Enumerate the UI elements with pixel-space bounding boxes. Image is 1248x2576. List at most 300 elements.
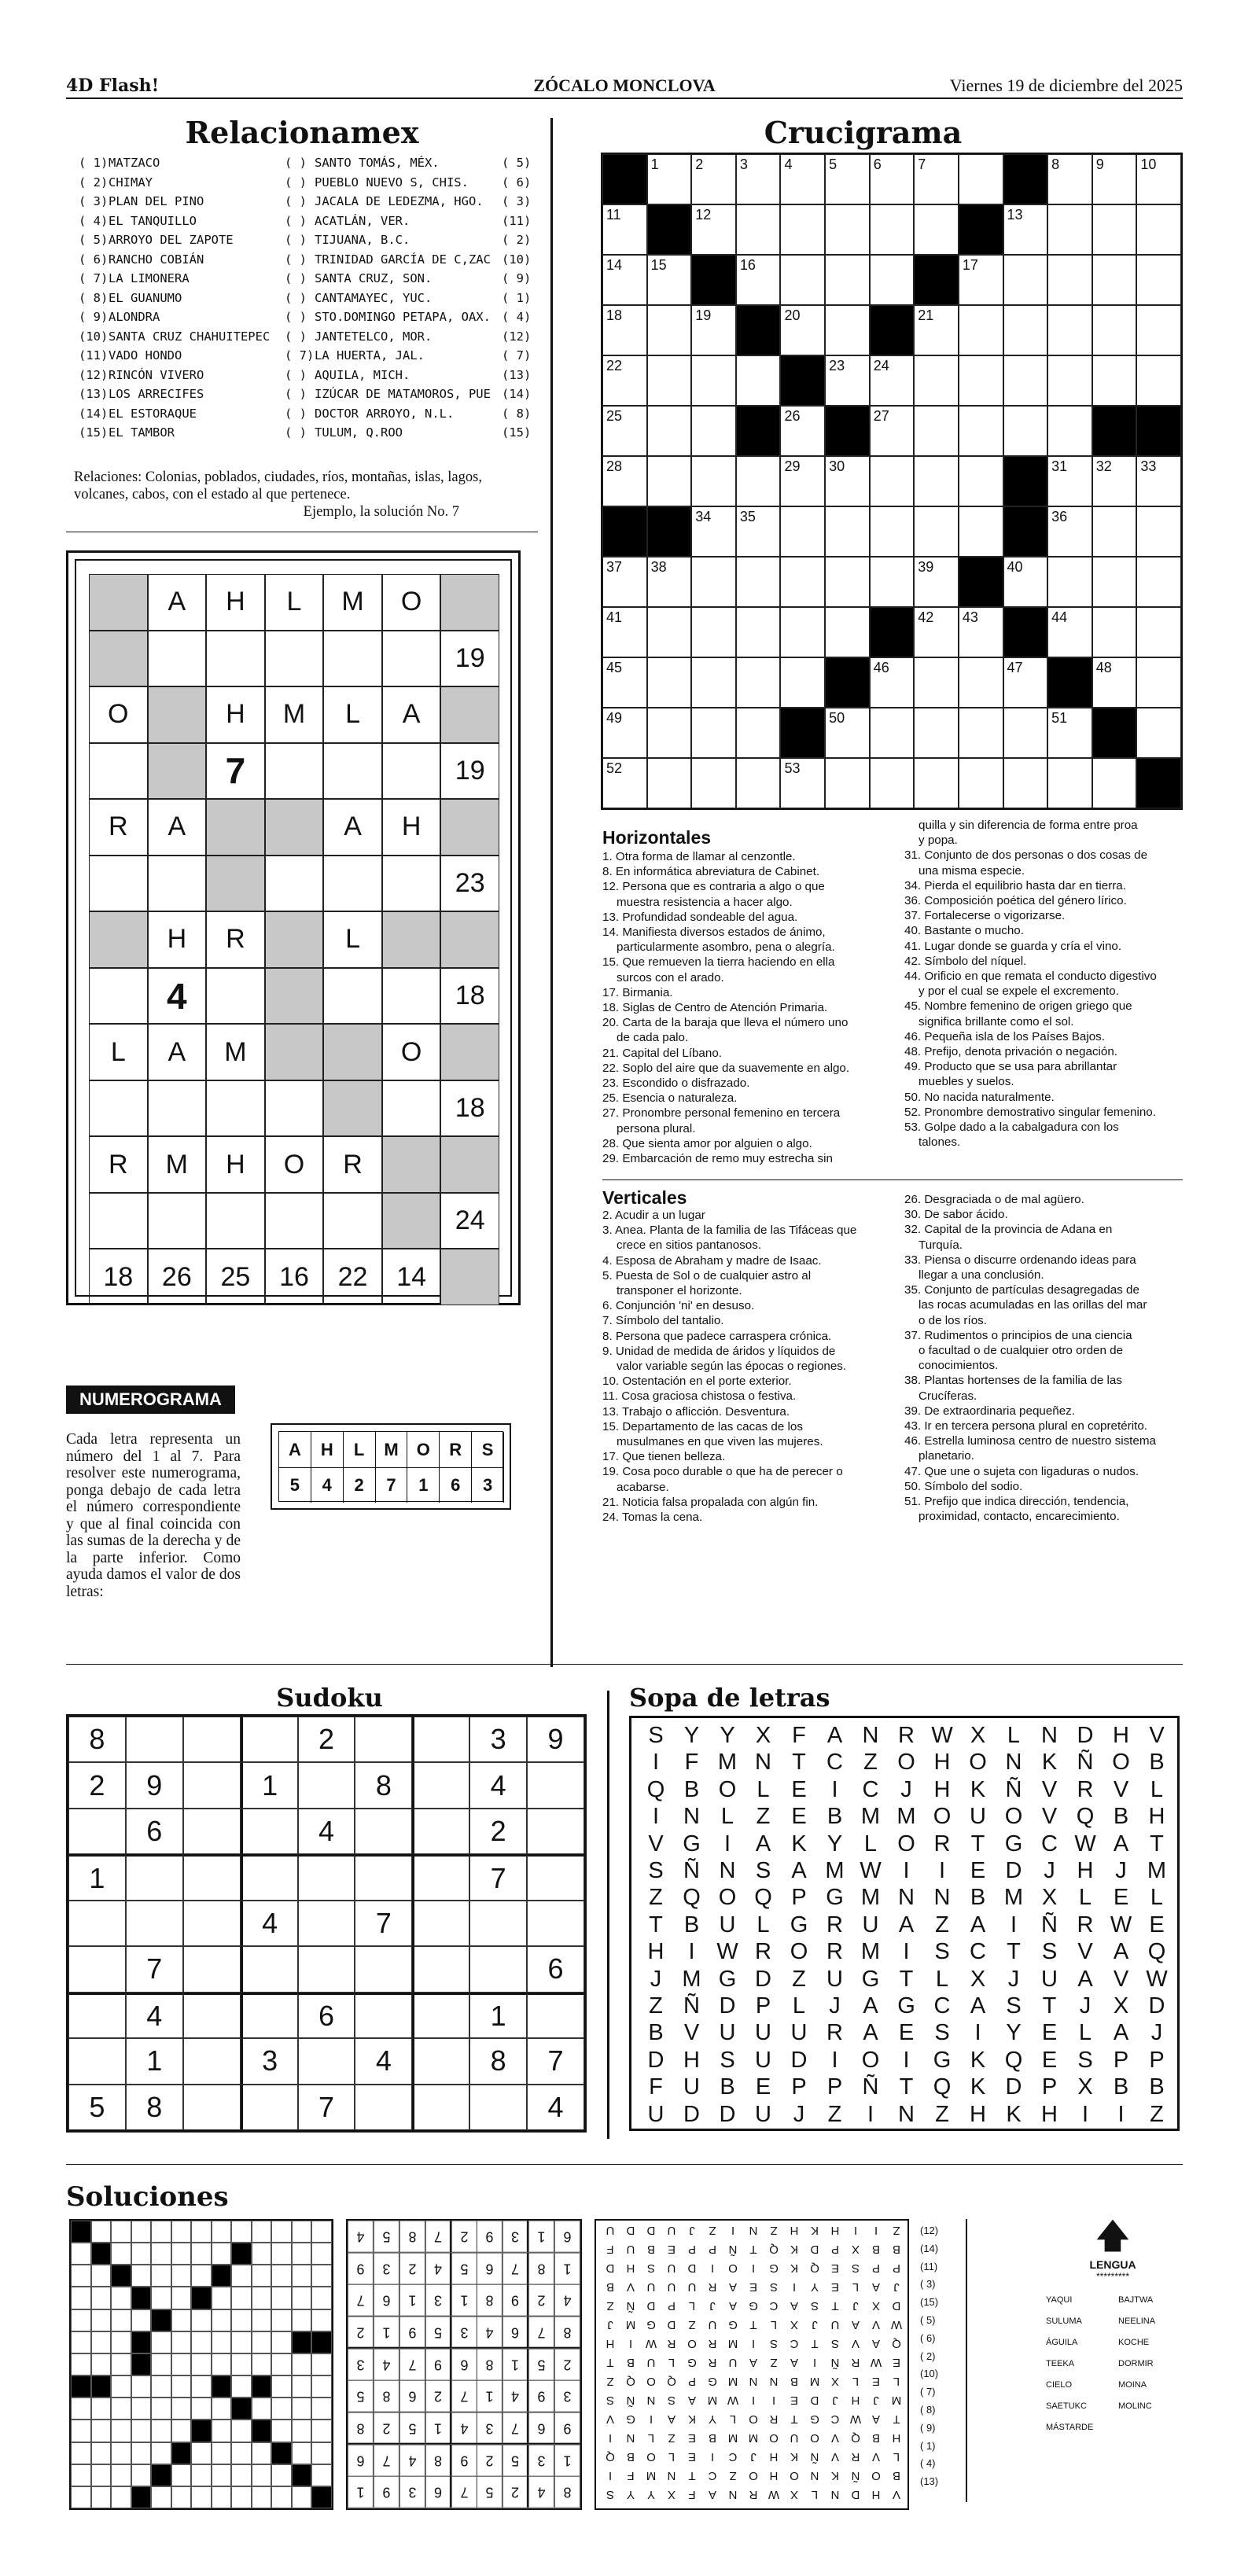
sopa-letter[interactable]: Z [935, 2101, 949, 2127]
crucigrama-cell[interactable] [736, 758, 781, 808]
crucigrama-cell[interactable] [870, 406, 915, 456]
crucigrama-cell[interactable] [691, 305, 736, 355]
sopa-letter[interactable]: K [970, 2047, 986, 2073]
sopa-letter[interactable]: E [791, 1804, 807, 1830]
numerograma-cell[interactable] [89, 968, 148, 1025]
sopa-letter[interactable]: W [931, 1723, 953, 1748]
sopa-letter[interactable]: L [792, 1993, 806, 2018]
numerograma-cell[interactable] [323, 1136, 382, 1193]
sudoku-cell[interactable] [298, 1854, 355, 1900]
relacionamex-answer[interactable]: ( ) [285, 156, 307, 170]
sopa-letter[interactable]: V [683, 2020, 700, 2046]
sudoku-cell[interactable] [355, 1854, 412, 1900]
numerograma-cell[interactable] [265, 743, 324, 800]
crucigrama-cell[interactable] [1092, 657, 1137, 708]
sopa-letter[interactable]: X [1077, 2074, 1093, 2100]
sopa-letter[interactable]: W [860, 1858, 882, 1883]
crucigrama-cell[interactable] [1092, 506, 1137, 557]
sopa-letter[interactable]: M [682, 1966, 701, 1992]
numerograma-cell[interactable] [323, 1080, 382, 1137]
crucigrama-cell[interactable] [736, 506, 781, 557]
relacionamex-answer[interactable]: ( ) [285, 406, 307, 421]
crucigrama-cell[interactable] [1136, 355, 1181, 406]
sopa-letter[interactable]: I [903, 1858, 910, 1883]
sudoku-cell[interactable] [68, 1717, 126, 1762]
sopa-letter[interactable]: M [896, 1804, 916, 1830]
sudoku-cell[interactable] [412, 2038, 469, 2084]
relacionamex-answer[interactable]: ( ) [285, 271, 307, 285]
sopa-letter[interactable]: Q [1147, 1939, 1166, 1965]
numerograma-cell[interactable] [440, 1136, 499, 1193]
crucigrama-cell[interactable] [1003, 708, 1048, 758]
numerograma-cell[interactable] [148, 799, 207, 856]
sudoku-cell[interactable] [527, 2085, 584, 2130]
crucigrama-cell[interactable] [602, 607, 647, 657]
crucigrama-cell[interactable] [602, 657, 647, 708]
numerograma-cell[interactable] [206, 686, 265, 743]
crucigrama-cell[interactable] [1136, 557, 1181, 607]
sudoku-cell[interactable] [183, 1762, 241, 1808]
sopa-letter[interactable]: D [719, 1993, 736, 2018]
sopa-letter[interactable]: S [1006, 1993, 1022, 2018]
crucigrama-cell[interactable] [736, 607, 781, 657]
sopa-letter[interactable]: E [1149, 1912, 1165, 1938]
crucigrama-cell[interactable] [1136, 607, 1181, 657]
numerograma-cell[interactable] [148, 911, 207, 968]
sudoku-cell[interactable] [355, 2085, 412, 2130]
sopa-letter[interactable]: L [1007, 1723, 1021, 1748]
sudoku-cell[interactable] [298, 1901, 355, 1946]
sopa-letter[interactable]: U [683, 2074, 700, 2100]
crucigrama-cell[interactable] [736, 154, 781, 204]
sopa-letter[interactable]: P [1041, 2074, 1058, 2100]
numerograma-cell[interactable] [265, 1249, 324, 1305]
crucigrama-cell[interactable] [1047, 708, 1092, 758]
sopa-letter[interactable]: M [1147, 1858, 1167, 1883]
crucigrama-cell[interactable] [602, 758, 647, 808]
numerograma-cell[interactable] [148, 968, 207, 1025]
sopa-letter[interactable]: V [1041, 1804, 1058, 1830]
sopa-letter[interactable]: O [1004, 1804, 1023, 1830]
sopa-letter[interactable]: O [861, 2047, 880, 2073]
sopa-letter[interactable]: N [898, 2101, 915, 2127]
crucigrama-cell[interactable] [825, 154, 870, 204]
sudoku-cell[interactable] [241, 2038, 298, 2084]
sudoku-cell[interactable] [412, 1762, 469, 1808]
numerograma-cell[interactable] [323, 1024, 382, 1080]
sopa-letter[interactable]: O [969, 1750, 987, 1776]
numerograma-cell[interactable] [382, 1249, 441, 1305]
sopa-letter[interactable]: B [826, 1804, 843, 1830]
crucigrama-cell[interactable] [870, 255, 915, 305]
sudoku-cell[interactable] [241, 1809, 298, 1854]
sopa-letter[interactable]: H [933, 1776, 951, 1802]
sopa-letter[interactable]: O [718, 1885, 737, 1911]
sopa-letter[interactable]: E [1041, 2047, 1058, 2073]
crucigrama-cell[interactable] [825, 758, 870, 808]
sopa-letter[interactable]: B [683, 1912, 700, 1938]
sopa-letter[interactable]: W [716, 1939, 738, 1965]
sopa-letter[interactable]: D [1005, 1858, 1022, 1883]
sudoku-cell[interactable] [355, 1809, 412, 1854]
sopa-letter[interactable]: S [934, 2020, 950, 2046]
sopa-letter[interactable]: T [649, 1912, 663, 1938]
crucigrama-cell[interactable] [647, 456, 692, 506]
crucigrama-cell[interactable] [1003, 657, 1048, 708]
numerograma-cell[interactable] [323, 968, 382, 1025]
numerograma-cell[interactable] [440, 743, 499, 800]
crucigrama-cell[interactable] [959, 255, 1003, 305]
crucigrama-cell[interactable] [602, 456, 647, 506]
crucigrama-cell[interactable] [959, 607, 1003, 657]
crucigrama-cell[interactable] [780, 607, 825, 657]
crucigrama-cell[interactable] [1136, 305, 1181, 355]
crucigrama-cell[interactable] [647, 355, 692, 406]
sudoku-cell[interactable] [355, 1762, 412, 1808]
sopa-letter[interactable]: H [647, 1939, 664, 1965]
sopa-letter[interactable]: T [792, 1750, 806, 1776]
sopa-letter[interactable]: Q [754, 1885, 772, 1911]
sudoku-cell[interactable] [527, 1809, 584, 1854]
sopa-letter[interactable]: B [1113, 1804, 1129, 1830]
sopa-letter[interactable]: A [1113, 2020, 1129, 2046]
sopa-letter[interactable]: H [683, 2047, 700, 2073]
crucigrama-cell[interactable] [1136, 506, 1181, 557]
sudoku-cell[interactable] [68, 1901, 126, 1946]
crucigrama-cell[interactable] [691, 355, 736, 406]
crucigrama-cell[interactable] [1047, 758, 1092, 808]
sopa-letter[interactable]: B [648, 2020, 664, 2046]
sopa-letter[interactable]: L [720, 1804, 734, 1830]
crucigrama-cell[interactable] [1003, 355, 1048, 406]
numerograma-cell[interactable] [265, 799, 324, 856]
numerograma-cell[interactable] [382, 968, 441, 1025]
sopa-letter[interactable]: Y [683, 1723, 700, 1748]
sopa-letter[interactable]: J [1079, 1993, 1092, 2018]
numerograma-cell[interactable] [323, 856, 382, 912]
sopa-letter[interactable]: T [1150, 1831, 1164, 1857]
numerograma-cell[interactable] [206, 911, 265, 968]
sopa-letter[interactable]: D [683, 2101, 700, 2127]
crucigrama-cell[interactable] [602, 204, 647, 255]
numerograma-cell[interactable] [206, 743, 265, 800]
crucigrama-cell[interactable] [1092, 557, 1137, 607]
sopa-letter[interactable]: J [650, 1966, 662, 1992]
crucigrama-cell[interactable] [959, 506, 1003, 557]
sopa-letter[interactable]: R [826, 1912, 843, 1938]
sopa-letter[interactable]: U [826, 1966, 843, 1992]
sopa-letter[interactable]: X [1113, 1993, 1129, 2018]
sopa-letter[interactable]: B [1149, 1750, 1165, 1776]
crucigrama-cell[interactable] [1047, 305, 1092, 355]
sopa-letter[interactable]: L [863, 1831, 878, 1857]
sopa-letter[interactable]: M [717, 1750, 738, 1776]
numerograma-cell[interactable] [323, 911, 382, 968]
numerograma-cell[interactable] [206, 631, 265, 687]
crucigrama-cell[interactable] [914, 657, 959, 708]
crucigrama-cell[interactable] [870, 154, 915, 204]
sudoku-cell[interactable] [241, 1901, 298, 1946]
crucigrama-cell[interactable] [780, 456, 825, 506]
sopa-letter[interactable]: M [860, 1804, 881, 1830]
sopa-letter[interactable]: D [647, 2047, 664, 2073]
sudoku-cell[interactable] [469, 1993, 527, 2038]
sopa-letter[interactable]: B [1113, 2074, 1129, 2100]
sudoku-cell[interactable] [527, 1717, 584, 1762]
numerograma-cell[interactable] [148, 686, 207, 743]
sopa-letter[interactable]: A [863, 2020, 878, 2046]
sopa-letter[interactable]: Q [646, 1776, 665, 1802]
sopa-letter[interactable]: C [933, 1993, 951, 2018]
relacionamex-answer[interactable]: ( ) [285, 387, 307, 401]
crucigrama-cell[interactable] [1047, 204, 1092, 255]
sopa-letter[interactable]: A [755, 1831, 771, 1857]
sopa-letter[interactable]: J [900, 1776, 912, 1802]
relacionamex-answer[interactable]: ( ) [285, 367, 307, 382]
sopa-letter[interactable]: C [1041, 1831, 1058, 1857]
sudoku-cell[interactable] [355, 1901, 412, 1946]
sudoku-cell[interactable] [68, 1762, 126, 1808]
sopa-letter[interactable]: K [791, 1831, 807, 1857]
crucigrama-cell[interactable] [780, 204, 825, 255]
sopa-letter[interactable]: I [1117, 2101, 1125, 2127]
numerograma-cell[interactable] [323, 631, 382, 687]
numerograma-cell[interactable] [89, 1193, 148, 1249]
numerograma-cell[interactable] [440, 1193, 499, 1249]
sudoku-cell[interactable] [298, 1809, 355, 1854]
sopa-letter[interactable]: N [1041, 1723, 1058, 1748]
sopa-letter[interactable]: I [723, 1831, 731, 1857]
sopa-letter[interactable]: L [1078, 2020, 1092, 2046]
sopa-letter[interactable]: A [863, 1993, 878, 2018]
sudoku-cell[interactable] [355, 1717, 412, 1762]
sopa-letter[interactable]: Ñ [683, 1993, 700, 2018]
crucigrama-cell[interactable] [914, 708, 959, 758]
sopa-letter[interactable]: V [1113, 1776, 1129, 1802]
sudoku-cell[interactable] [241, 1993, 298, 2038]
sudoku-cell[interactable] [126, 2038, 183, 2084]
sopa-letter[interactable]: P [1113, 2047, 1129, 2073]
numerograma-cell[interactable] [265, 631, 324, 687]
sopa-letter[interactable]: Q [1004, 2047, 1023, 2073]
sopa-letter[interactable]: S [934, 1939, 950, 1965]
sopa-letter[interactable]: D [719, 2101, 736, 2127]
numerograma-cell[interactable] [440, 799, 499, 856]
crucigrama-cell[interactable] [870, 456, 915, 506]
crucigrama-cell[interactable] [780, 557, 825, 607]
sudoku-cell[interactable] [241, 1946, 298, 1992]
sudoku-cell[interactable] [126, 1854, 183, 1900]
crucigrama-cell[interactable] [825, 506, 870, 557]
numerograma-cell[interactable] [89, 911, 148, 968]
numerograma-cell[interactable] [148, 1193, 207, 1249]
sopa-letter[interactable]: Q [1076, 1804, 1095, 1830]
sopa-letter[interactable]: Ñ [683, 1858, 700, 1883]
sopa-letter[interactable]: Z [649, 1885, 663, 1911]
numerograma-cell[interactable] [89, 631, 148, 687]
crucigrama-cell[interactable] [602, 557, 647, 607]
crucigrama-cell[interactable] [914, 305, 959, 355]
sopa-letter[interactable]: O [1112, 1750, 1130, 1776]
crucigrama-cell[interactable] [602, 708, 647, 758]
crucigrama-cell[interactable] [736, 355, 781, 406]
sudoku-cell[interactable] [68, 1854, 126, 1900]
sudoku-cell[interactable] [126, 1901, 183, 1946]
sopa-letter[interactable]: R [1077, 1912, 1094, 1938]
numerograma-cell[interactable] [89, 1080, 148, 1137]
sopa-letter[interactable]: R [1077, 1776, 1094, 1802]
numerograma-cell[interactable] [323, 574, 382, 631]
sudoku-cell[interactable] [183, 2038, 241, 2084]
sudoku-cell[interactable] [527, 1901, 584, 1946]
numerograma-cell[interactable] [265, 1080, 324, 1137]
crucigrama-cell[interactable] [691, 607, 736, 657]
crucigrama-cell[interactable] [870, 657, 915, 708]
crucigrama-cell[interactable] [736, 255, 781, 305]
sudoku-cell[interactable] [527, 1762, 584, 1808]
numerograma-cell[interactable] [89, 799, 148, 856]
sudoku-cell[interactable] [469, 1762, 527, 1808]
numerograma-cell[interactable] [382, 574, 441, 631]
sopa-letter[interactable]: G [897, 1993, 915, 2018]
sopa-letter[interactable]: B [1149, 2074, 1165, 2100]
sudoku-cell[interactable] [298, 2038, 355, 2084]
sopa-letter[interactable]: E [1113, 1885, 1129, 1911]
crucigrama-cell[interactable] [780, 406, 825, 456]
numerograma-cell[interactable] [265, 574, 324, 631]
crucigrama-cell[interactable] [914, 406, 959, 456]
sudoku-cell[interactable] [298, 1717, 355, 1762]
sopa-letter[interactable]: Ñ [1041, 1912, 1058, 1938]
sopa-letter[interactable]: D [755, 1966, 771, 1992]
sudoku-cell[interactable] [412, 1946, 469, 1992]
sopa-letter[interactable]: X [755, 1723, 771, 1748]
crucigrama-cell[interactable] [914, 355, 959, 406]
crucigrama-cell[interactable] [1003, 204, 1048, 255]
numerograma-cell[interactable] [382, 743, 441, 800]
sopa-letter[interactable]: U [790, 2020, 808, 2046]
crucigrama-cell[interactable] [1003, 557, 1048, 607]
sudoku-cell[interactable] [241, 1717, 298, 1762]
crucigrama-cell[interactable] [1092, 607, 1137, 657]
numerograma-cell[interactable] [265, 686, 324, 743]
numerograma-cell[interactable] [148, 856, 207, 912]
crucigrama-cell[interactable] [914, 204, 959, 255]
numerograma-cell[interactable] [148, 631, 207, 687]
sopa-letter[interactable]: O [933, 1804, 952, 1830]
crucigrama-cell[interactable] [914, 758, 959, 808]
sudoku-cell[interactable] [527, 1993, 584, 2038]
numerograma-cell[interactable] [382, 686, 441, 743]
crucigrama-cell[interactable] [1092, 305, 1137, 355]
sopa-letter[interactable]: F [649, 2074, 663, 2100]
sopa-letter[interactable]: F [684, 1750, 699, 1776]
sudoku-cell[interactable] [183, 1717, 241, 1762]
sudoku-cell[interactable] [412, 2085, 469, 2130]
crucigrama-cell[interactable] [691, 204, 736, 255]
sopa-letter[interactable]: W [1074, 1831, 1096, 1857]
crucigrama-cell[interactable] [1136, 204, 1181, 255]
sudoku-cell[interactable] [527, 1946, 584, 1992]
numerograma-cell[interactable] [206, 799, 265, 856]
sopa-letter[interactable]: M [1003, 1885, 1024, 1911]
crucigrama-cell[interactable] [647, 154, 692, 204]
crucigrama-cell[interactable] [825, 708, 870, 758]
sudoku-cell[interactable] [469, 2038, 527, 2084]
crucigrama-cell[interactable] [602, 305, 647, 355]
sopa-letter[interactable]: T [1042, 1993, 1057, 2018]
sopa-letter[interactable]: I [1010, 1912, 1018, 1938]
sudoku-cell[interactable] [126, 1809, 183, 1854]
crucigrama-cell[interactable] [959, 154, 1003, 204]
sopa-letter[interactable]: H [970, 2101, 986, 2127]
sopa-letter[interactable]: N [719, 1858, 736, 1883]
sopa-letter[interactable]: B [720, 2074, 735, 2100]
crucigrama-cell[interactable] [1003, 305, 1048, 355]
sopa-letter[interactable]: V [1077, 1939, 1093, 1965]
sopa-letter[interactable]: A [898, 1912, 915, 1938]
crucigrama-cell[interactable] [959, 708, 1003, 758]
crucigrama-cell[interactable] [1136, 708, 1181, 758]
sopa-letter[interactable]: Y [1006, 2020, 1022, 2046]
numerograma-cell[interactable] [440, 631, 499, 687]
sopa-letter[interactable]: N [755, 1750, 771, 1776]
relacionamex-answer[interactable]: ( ) [285, 310, 307, 324]
sopa-letter[interactable]: T [899, 2074, 914, 2100]
sopa-letter[interactable]: U [755, 2020, 771, 2046]
sopa-letter[interactable]: U [647, 2101, 664, 2127]
crucigrama-cell[interactable] [647, 305, 692, 355]
sopa-letter[interactable]: S [648, 1858, 664, 1883]
sopa-letter[interactable]: W [1110, 1912, 1132, 1938]
numerograma-cell[interactable] [89, 1024, 148, 1080]
crucigrama-cell[interactable] [959, 355, 1003, 406]
sopa-letter[interactable]: E [755, 2074, 771, 2100]
sudoku-cell[interactable] [183, 2085, 241, 2130]
crucigrama-cell[interactable] [1092, 255, 1137, 305]
crucigrama-cell[interactable] [959, 758, 1003, 808]
numerograma-cell[interactable] [148, 1024, 207, 1080]
numerograma-cell[interactable] [382, 911, 441, 968]
crucigrama-cell[interactable] [1047, 557, 1092, 607]
relacionamex-answer[interactable]: ( ) [285, 213, 307, 228]
numerograma-cell[interactable] [382, 799, 441, 856]
sudoku-cell[interactable] [469, 1717, 527, 1762]
crucigrama-cell[interactable] [691, 557, 736, 607]
sopa-letter[interactable]: F [792, 1723, 806, 1748]
crucigrama-cell[interactable] [780, 758, 825, 808]
sopa-letter[interactable]: I [1081, 2101, 1089, 2127]
sudoku-cell[interactable] [355, 2038, 412, 2084]
sopa-letter[interactable]: E [1041, 2020, 1058, 2046]
crucigrama-cell[interactable] [1092, 204, 1137, 255]
sopa-letter[interactable]: I [903, 2047, 910, 2073]
sopa-letter[interactable]: N [898, 1885, 915, 1911]
numerograma-cell[interactable] [382, 1080, 441, 1137]
sopa-letter[interactable]: A [1077, 1966, 1093, 1992]
numerograma-cell[interactable] [89, 1249, 148, 1305]
relacionamex-answer[interactable]: ( ) [285, 290, 307, 305]
sopa-letter[interactable]: P [1149, 2047, 1165, 2073]
sopa-letter[interactable]: A [970, 1912, 986, 1938]
crucigrama-cell[interactable] [914, 506, 959, 557]
sopa-letter[interactable]: O [790, 1939, 808, 1965]
crucigrama-cell[interactable] [959, 657, 1003, 708]
sopa-letter[interactable]: X [1041, 1885, 1058, 1911]
numerograma-cell[interactable] [89, 686, 148, 743]
numerograma-cell[interactable] [440, 911, 499, 968]
sopa-letter[interactable]: L [935, 1966, 949, 1992]
